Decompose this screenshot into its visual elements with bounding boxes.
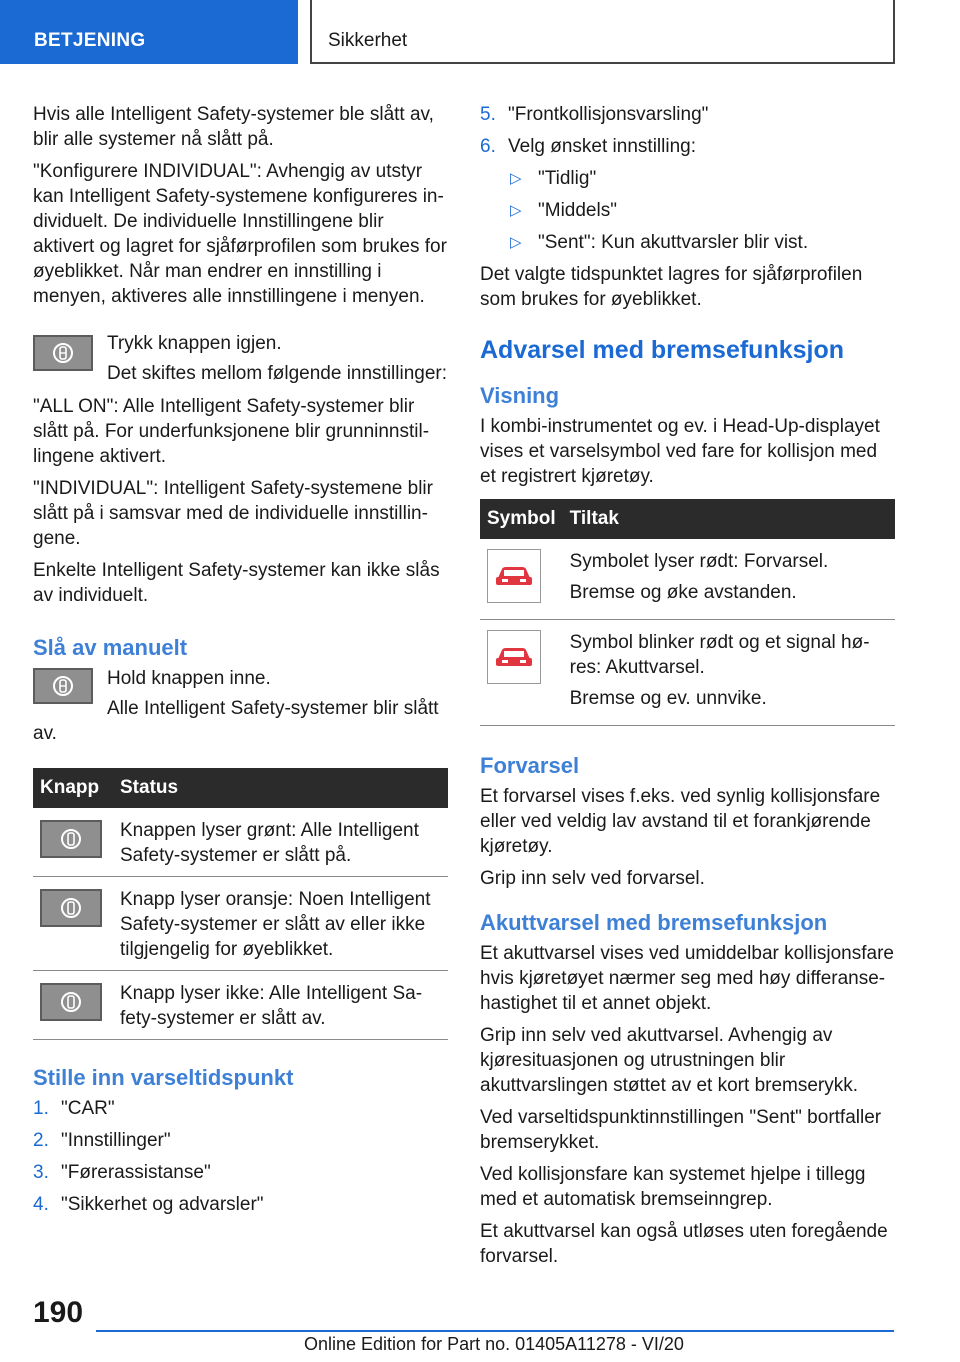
footer-edition: Online Edition for Part no. 01405A11278 - VI/20 — [304, 1334, 684, 1354]
paragraph: Grip inn selv ved forvarsel. — [480, 868, 705, 889]
option-list — [480, 166, 895, 255]
safety-button-off-icon — [40, 983, 102, 1021]
paragraph: Et akuttvarsel vises ved umiddelbar kollisjonsfare hvis kjøretøyet nærmer seg med høy differansehastighet til et annet objekt. — [480, 943, 894, 1014]
step-list — [480, 102, 895, 159]
triangle-bullet-icon: ▷ — [510, 170, 522, 187]
paragraph: Grip inn selv ved akuttvarsel. Avhengig av kjøresituasjonen og utrustningen blir akuttvarslingen støttet av et kort bremserykk. — [480, 1025, 859, 1096]
paragraph: Et akuttvarsel kan også utløses uten foregående forvarsel. — [480, 1221, 888, 1267]
list-item: 6. Velg ønsket innstilling: — [480, 136, 696, 157]
table-cell: Symbol blinker rødt og et signal høres: Akuttvarsel. — [569, 632, 870, 678]
safety-button-icon — [33, 335, 93, 371]
table-row — [33, 877, 448, 971]
table-row — [480, 620, 895, 726]
section-heading: Visning — [480, 383, 560, 408]
list-item: 4. "Sikkerhet og advarsler" — [33, 1194, 264, 1215]
table-cell: Knapp lyser oransje: Noen Intelligent Safety-systemer er slått av eller ikke tilgjengelig for øyeblikket. — [113, 877, 448, 971]
paragraph: Det skiftes mellom følgende innstillinger: — [107, 363, 448, 384]
button-instruction — [33, 331, 448, 361]
paragraph: Enkelte Intelligent Safety-systemer kan ikke slås av individuelt. — [33, 560, 440, 606]
left-column — [33, 102, 448, 1224]
triangle-bullet-icon: ▷ — [510, 234, 522, 251]
paragraph: Alle Intelligent Safety-systemer blir slått av. — [33, 698, 439, 744]
table-cell: Bremse og ev. unnvike. — [569, 688, 767, 709]
list-item: ▷ "Sent": Kun akuttvarsler blir vist. — [510, 232, 809, 253]
list-item: 1. "CAR" — [33, 1098, 115, 1119]
list-item: 5. "Frontkollisjonsvarsling" — [480, 104, 709, 125]
paragraph: Hvis alle Intelligent Safety-systemer ble slått av, blir alle systemer nå slått på. — [33, 104, 434, 150]
footer-divider — [96, 1330, 894, 1332]
table-cell: Bremse og øke avstanden. — [569, 582, 797, 603]
list-item: 3. "Førerassistanse" — [33, 1162, 211, 1183]
table-header: Status — [113, 768, 448, 808]
section-heading: Forvarsel — [480, 753, 580, 778]
instruction-text: Trykk knappen igjen. — [107, 333, 282, 354]
paragraph: Et forvarsel vises f.eks. ved synlig kollisjonsfare eller ved veldig lav avstand til et forankjørende kjøretøy. — [480, 786, 881, 857]
paragraph: "Konfigurere INDIVIDUAL": Avhengig av utstyr kan Intelligent Safety-systemene konfigureres individuelt. De individuelle Innstillingene blir aktivert og lagret for sjåførprofilen som brukes for øyeblikket. Når man endrer en innstilling i menyen, aktiveres alle innstillingene i menyen. — [33, 161, 447, 307]
red-car-warning-icon — [487, 549, 541, 603]
paragraph: "INDIVIDUAL": Intelligent Safety-systemene blir slått på i samsvar med de individuelle innstillingene. — [33, 478, 433, 549]
paragraph: I kombi-instrumentet og ev. i Head-Up-displayet vises et varselsymbol ved fare for kollisjon med et registrert kjøretøy. — [480, 416, 880, 487]
list-item: 2. "Innstillinger" — [33, 1130, 171, 1151]
safety-button-orange-icon — [40, 889, 102, 927]
button-instruction — [33, 666, 448, 696]
right-column — [480, 102, 895, 1276]
triangle-bullet-icon: ▷ — [510, 202, 522, 219]
section-heading: Slå av manuelt — [33, 635, 188, 660]
table-cell: Knappen lyser grønt: Alle Intelligent Safety-systemer er slått på. — [113, 808, 448, 877]
table-row — [33, 808, 448, 877]
table-header: Tiltak — [563, 499, 895, 539]
paragraph: Ved varseltidspunktinnstillingen "Sent" bortfaller bremserykket. — [480, 1107, 882, 1153]
instruction-text: Hold knappen inne. — [107, 668, 271, 689]
table-row — [33, 971, 448, 1040]
table-cell: Knapp lyser ikke: Alle Intelligent Safety-systemer er slått av. — [113, 971, 448, 1040]
section-tab: BETJENING — [0, 0, 298, 64]
symbol-table — [480, 499, 895, 726]
list-item: ▷ "Middels" — [510, 200, 617, 221]
paragraph: "ALL ON": Alle Intelligent Safety-systemer blir slått på. For underfunksjonene blir grunninnstillingene aktivert. — [33, 396, 430, 467]
table-row — [480, 539, 895, 620]
page-number: 190 — [33, 1296, 84, 1329]
list-item: ▷ "Tidlig" — [510, 168, 597, 189]
red-car-warning-icon — [487, 630, 541, 684]
table-cell: Symbolet lyser rødt: Forvarsel. — [569, 551, 829, 572]
main-heading: Advarsel med bremsefunksjon — [480, 336, 845, 364]
table-header: Symbol — [480, 499, 563, 539]
button-status-table — [33, 768, 448, 1040]
section-heading: Stille inn varseltidspunkt — [33, 1065, 294, 1090]
safety-button-green-icon — [40, 820, 102, 858]
chapter-title: Sikkerhet — [310, 0, 895, 64]
paragraph: Det valgte tidspunktet lagres for sjåførprofilen som brukes for øyeblikket. — [480, 264, 863, 310]
paragraph: Ved kollisjonsfare kan systemet hjelpe i tillegg med et automatisk bremseinngrep. — [480, 1164, 866, 1210]
section-heading: Akuttvarsel med bremsefunksjon — [480, 910, 828, 935]
table-header: Knapp — [33, 768, 113, 808]
safety-button-icon — [33, 668, 93, 704]
step-list — [33, 1096, 448, 1217]
